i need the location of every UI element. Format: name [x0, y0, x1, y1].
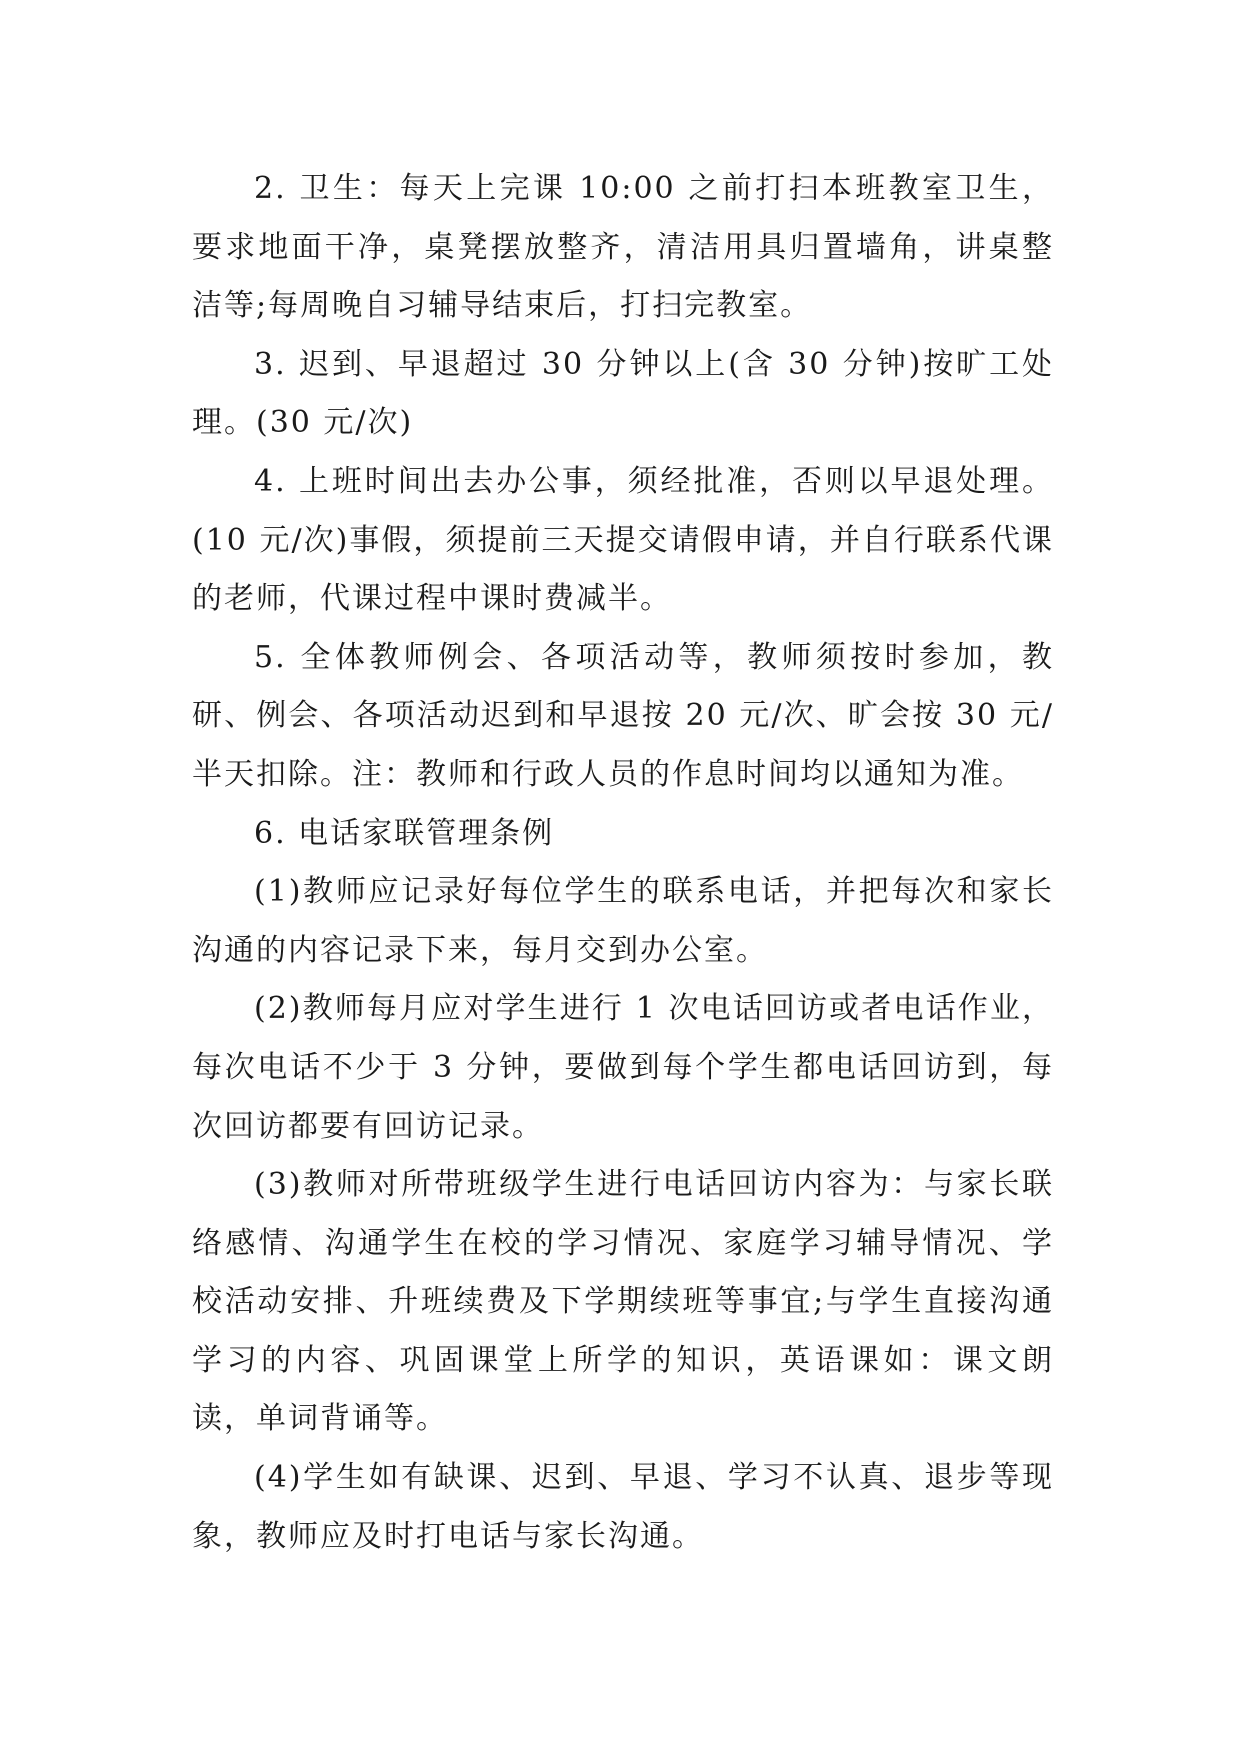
paragraph-phone-rule-1: (1)教师应记录好每位学生的联系电话，并把每次和家长沟通的内容记录下来，每月交到办公室。 — [192, 874, 1054, 968]
paragraph-hygiene: 2. 卫生：每天上完课 10:00 之前打扫本班教室卫生，要求地面干净，桌凳摆放整齐，清洁用具归置墙角，讲桌整洁等;每周晚自习辅导结束后，打扫完教室。 — [192, 171, 1054, 324]
paragraph-phone-rule-2: (2)教师每月应对学生进行 1 次电话回访或者电话作业，每次电话不少于 3 分钟，要做到每个学生都电话回访到，每次回访都要有回访记录。 — [192, 991, 1054, 1144]
paragraph-lateness: 3. 迟到、早退超过 30 分钟以上(含 30 分钟)按旷工处理。(30 元/次) — [192, 346, 1054, 441]
paragraph-phone-rule-3: (3)教师对所带班级学生进行电话回访内容为：与家长联络感情、沟通学生在校的学习情况、家庭学习辅导情况、学校活动安排、升班续费及下学期续班等事宜;与学生直接沟通学习的内容、巩固课堂上所学的知识，英语课如：课文朗读，单词背诵等。 — [192, 1167, 1054, 1437]
paragraph-business-leave: 4. 上班时间出去办公事，须经批准，否则以早退处理。(10 元/次)事假，须提前三天提交请假申请，并自行联系代课的老师，代课过程中课时费减半。 — [192, 463, 1054, 617]
document-body — [192, 160, 1054, 1566]
paragraph-phone-heading: 6. 电话家联管理条例 — [254, 815, 555, 851]
paragraph-meetings: 5. 全体教师例会、各项活动等，教师须按时参加，教研、例会、各项活动迟到和早退按 20 元/次、旷会按 30 元/半天扣除。注：教师和行政人员的作息时间均以通知为准。 — [192, 639, 1054, 792]
paragraph-phone-rule-4: (4)学生如有缺课、迟到、早退、学习不认真、退步等现象，教师应及时打电话与家长沟通。 — [192, 1460, 1054, 1554]
